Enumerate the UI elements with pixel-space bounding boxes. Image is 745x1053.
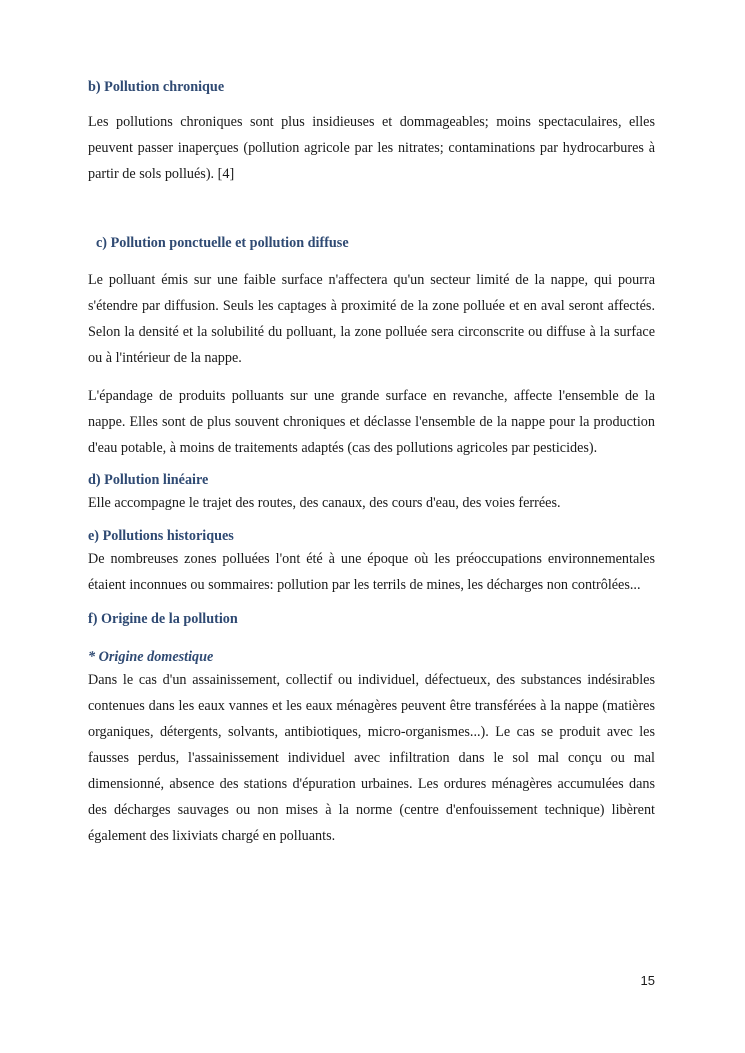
heading-pollution-ponctuelle-diffuse: c) Pollution ponctuelle et pollution diffuse xyxy=(96,235,349,251)
paragraph-pollution-chronique: Les pollutions chroniques sont plus insidieuses et dommageables; moins spectaculaires, elles peuvent passer inaperçues (pollution agricole par les nitrates; contaminations par hydrocarbures à partir de sols pollués). [4] xyxy=(88,114,655,182)
paragraph-pollution-diffuse: L'épandage de produits polluants sur une grande surface en revanche, affecte l'ensemble de la nappe. Elles sont de plus souvent chroniques et déclasse l'ensemble de la nappe pour la production d'eau potable, à moins de traitements adaptés (cas des pollutions agricoles par pesticides). xyxy=(88,388,655,456)
paragraph-origine-domestique: Dans le cas d'un assainissement, collectif ou individuel, défectueux, des substances indésirables contenues dans les eaux vannes et les eaux ménagères peuvent être transférées à la nappe (matières organiques, détergents, solvants, antibiotiques, micro-organismes...). Le cas se produit avec les fausses perdus, l'assainissement individuel avec infiltration dans le sol mal conçu ou mal dimensionné, absence des stations d'épuration urbaines. Les ordures ménagères accumulées dans des décharges sauvages ou non mises à la norme (centre d'enfouissement technique) libèrent également des lixiviats chargé en polluants. xyxy=(88,672,655,844)
paragraph-pollution-lineaire: Elle accompagne le trajet des routes, des canaux, des cours d'eau, des voies ferrées. xyxy=(88,495,561,511)
page-content xyxy=(88,78,655,849)
heading-pollution-chronique: b) Pollution chronique xyxy=(88,79,225,95)
paragraph-pollutions-historiques: De nombreuses zones polluées l'ont été à une époque où les préoccupations environnementales étaient inconnues ou sommaires: pollution par les terrils de mines, les décharges non contrôlées... xyxy=(88,551,655,593)
heading-pollutions-historiques: e) Pollutions historiques xyxy=(88,528,234,544)
paragraph-pollution-ponctuelle: Le polluant émis sur une faible surface n'affectera qu'un secteur limité de la nappe, qui pourra s'étendre par diffusion. Seuls les captages à proximité de la zone polluée et en aval seront affectés. Selon la densité et la solubilité du polluant, la zone polluée sera circonscrite ou diffuse à la surface ou à l'intérieur de la nappe. xyxy=(88,272,655,366)
heading-pollution-lineaire: d) Pollution linéaire xyxy=(88,472,209,488)
heading-origine-domestique: * Origine domestique xyxy=(88,649,214,665)
heading-origine-pollution: f) Origine de la pollution xyxy=(88,611,238,627)
page-number: 15 xyxy=(640,973,655,988)
